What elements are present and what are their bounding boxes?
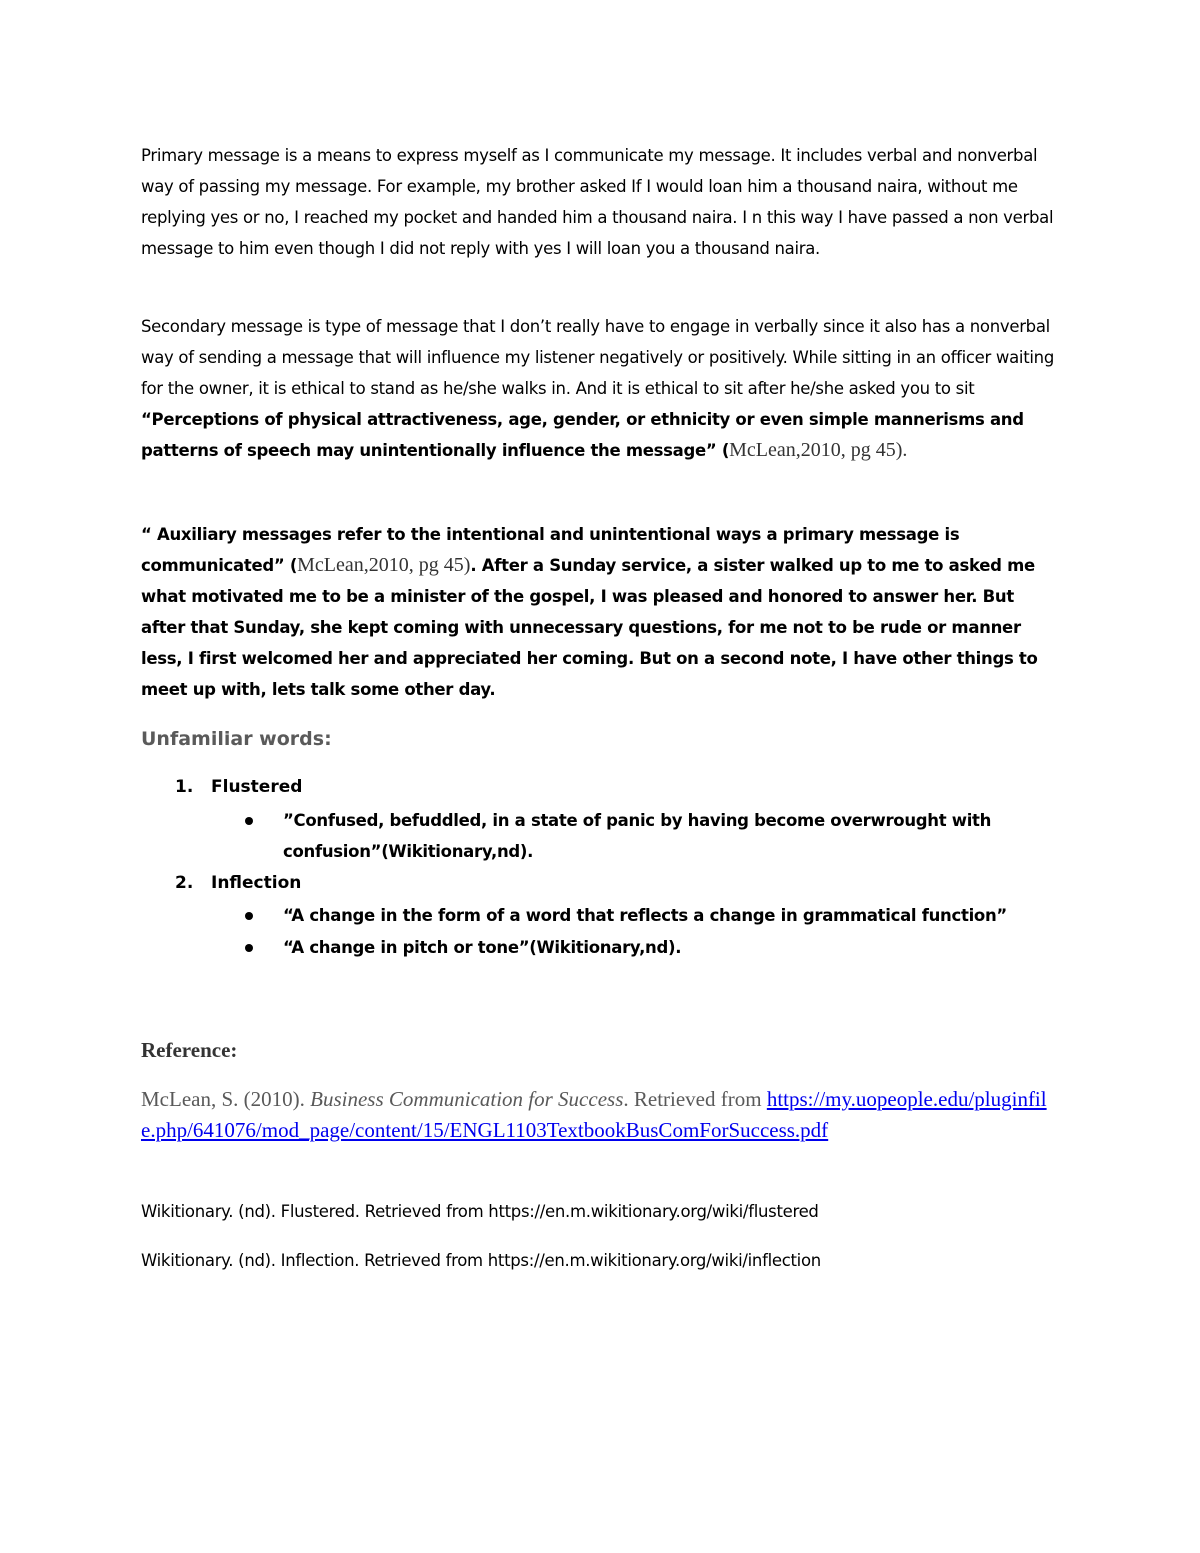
unfamiliar-words-heading: Unfamiliar words:	[141, 728, 332, 750]
definition-text: ”Confused, befuddled, in a state of panic by having become overwrought with confusion”(Wikitionary,nd).	[283, 811, 992, 861]
reference-retrieved: . Retrieved from	[623, 1087, 767, 1111]
bullet-icon	[245, 944, 253, 952]
reference-heading: Reference:	[141, 1038, 238, 1062]
auxiliary-message-citation: McLean,2010, pg 45)	[297, 554, 471, 576]
definition-text: “A change in the form of a word that reflects a change in grammatical function”	[283, 906, 1007, 925]
definition-item	[243, 932, 1003, 963]
definition-item	[243, 805, 1003, 867]
secondary-message-text: Secondary message is type of message that I don’t really have to engage in verbally since it also has a nonverbal way of sending a message that will influence my listener negatively or positively. While sitting in an officer waiting for the owner, it is ethical to stand as he/she walks in. And it is ethical to sit after he/she asked you to sit	[141, 317, 1055, 398]
reference-url-link[interactable]: https://my.uopeople.edu/pluginfile.php/641076/mod_page/content/15/ENGL1103TextbookBusComForSuccess.pdf	[141, 1087, 1047, 1142]
reference-author: McLean, S. (2010).	[141, 1087, 311, 1111]
secondary-message-citation: McLean,2010, pg 45).	[729, 439, 908, 461]
reference-title: Business Communication for Success	[310, 1087, 624, 1111]
term-number: 1.	[175, 777, 194, 797]
reference-wiki-inflection: Wikitionary. (nd). Inflection. Retrieved from https://en.m.wikitionary.org/wiki/inflection	[141, 1251, 821, 1270]
term-word: Flustered	[211, 777, 303, 797]
paragraph-auxiliary-message	[141, 519, 1061, 705]
definition-item	[243, 900, 1063, 931]
auxiliary-message-text: . After a Sunday service, a sister walked up to me to asked me what motivated me to be a minister of the gospel, I was pleased and honored to answer her. But after that Sunday, she kept coming with unnecessary questions, for me not to be rude or manner less, I first welcomed her and appreciated her coming. But on a second note, I have other things to meet up with, lets talk some other day.	[141, 556, 1038, 699]
auxiliary-message-quote: “ Auxiliary messages refer to the intentional and unintentional ways a primary message is communicated” (	[141, 525, 960, 575]
paragraph-primary-message: Primary message is a means to express myself as I communicate my message. It includes verbal and nonverbal way of passing my message. For example, my brother asked If I would loan him a thousand naira, without me replying yes or no, I reached my pocket and handed him a thousand naira. I n this way I have passed a non verbal message to him even though I did not reply with yes I will loan you a thousand naira.	[141, 146, 1054, 258]
term-number: 2.	[175, 873, 194, 893]
reference-wiki-flustered: Wikitionary. (nd). Flustered. Retrieved from https://en.m.wikitionary.org/wiki/flustered	[141, 1202, 819, 1221]
bullet-icon	[245, 817, 253, 825]
term-word: Inflection	[211, 873, 302, 893]
citation-open: (	[716, 441, 730, 460]
definition-text: “A change in pitch or tone”(Wikitionary,nd).	[283, 938, 682, 957]
paragraph-secondary-message	[141, 311, 1066, 466]
reference-mclean	[141, 1084, 1061, 1146]
term-flustered	[175, 772, 302, 803]
secondary-message-quote: “Perceptions of physical attractiveness, age, gender, or ethnicity or even simple mannerisms and patterns of speech may unintentionally influence the message”	[141, 410, 1024, 460]
term-inflection	[175, 868, 301, 899]
bullet-icon	[245, 912, 253, 920]
